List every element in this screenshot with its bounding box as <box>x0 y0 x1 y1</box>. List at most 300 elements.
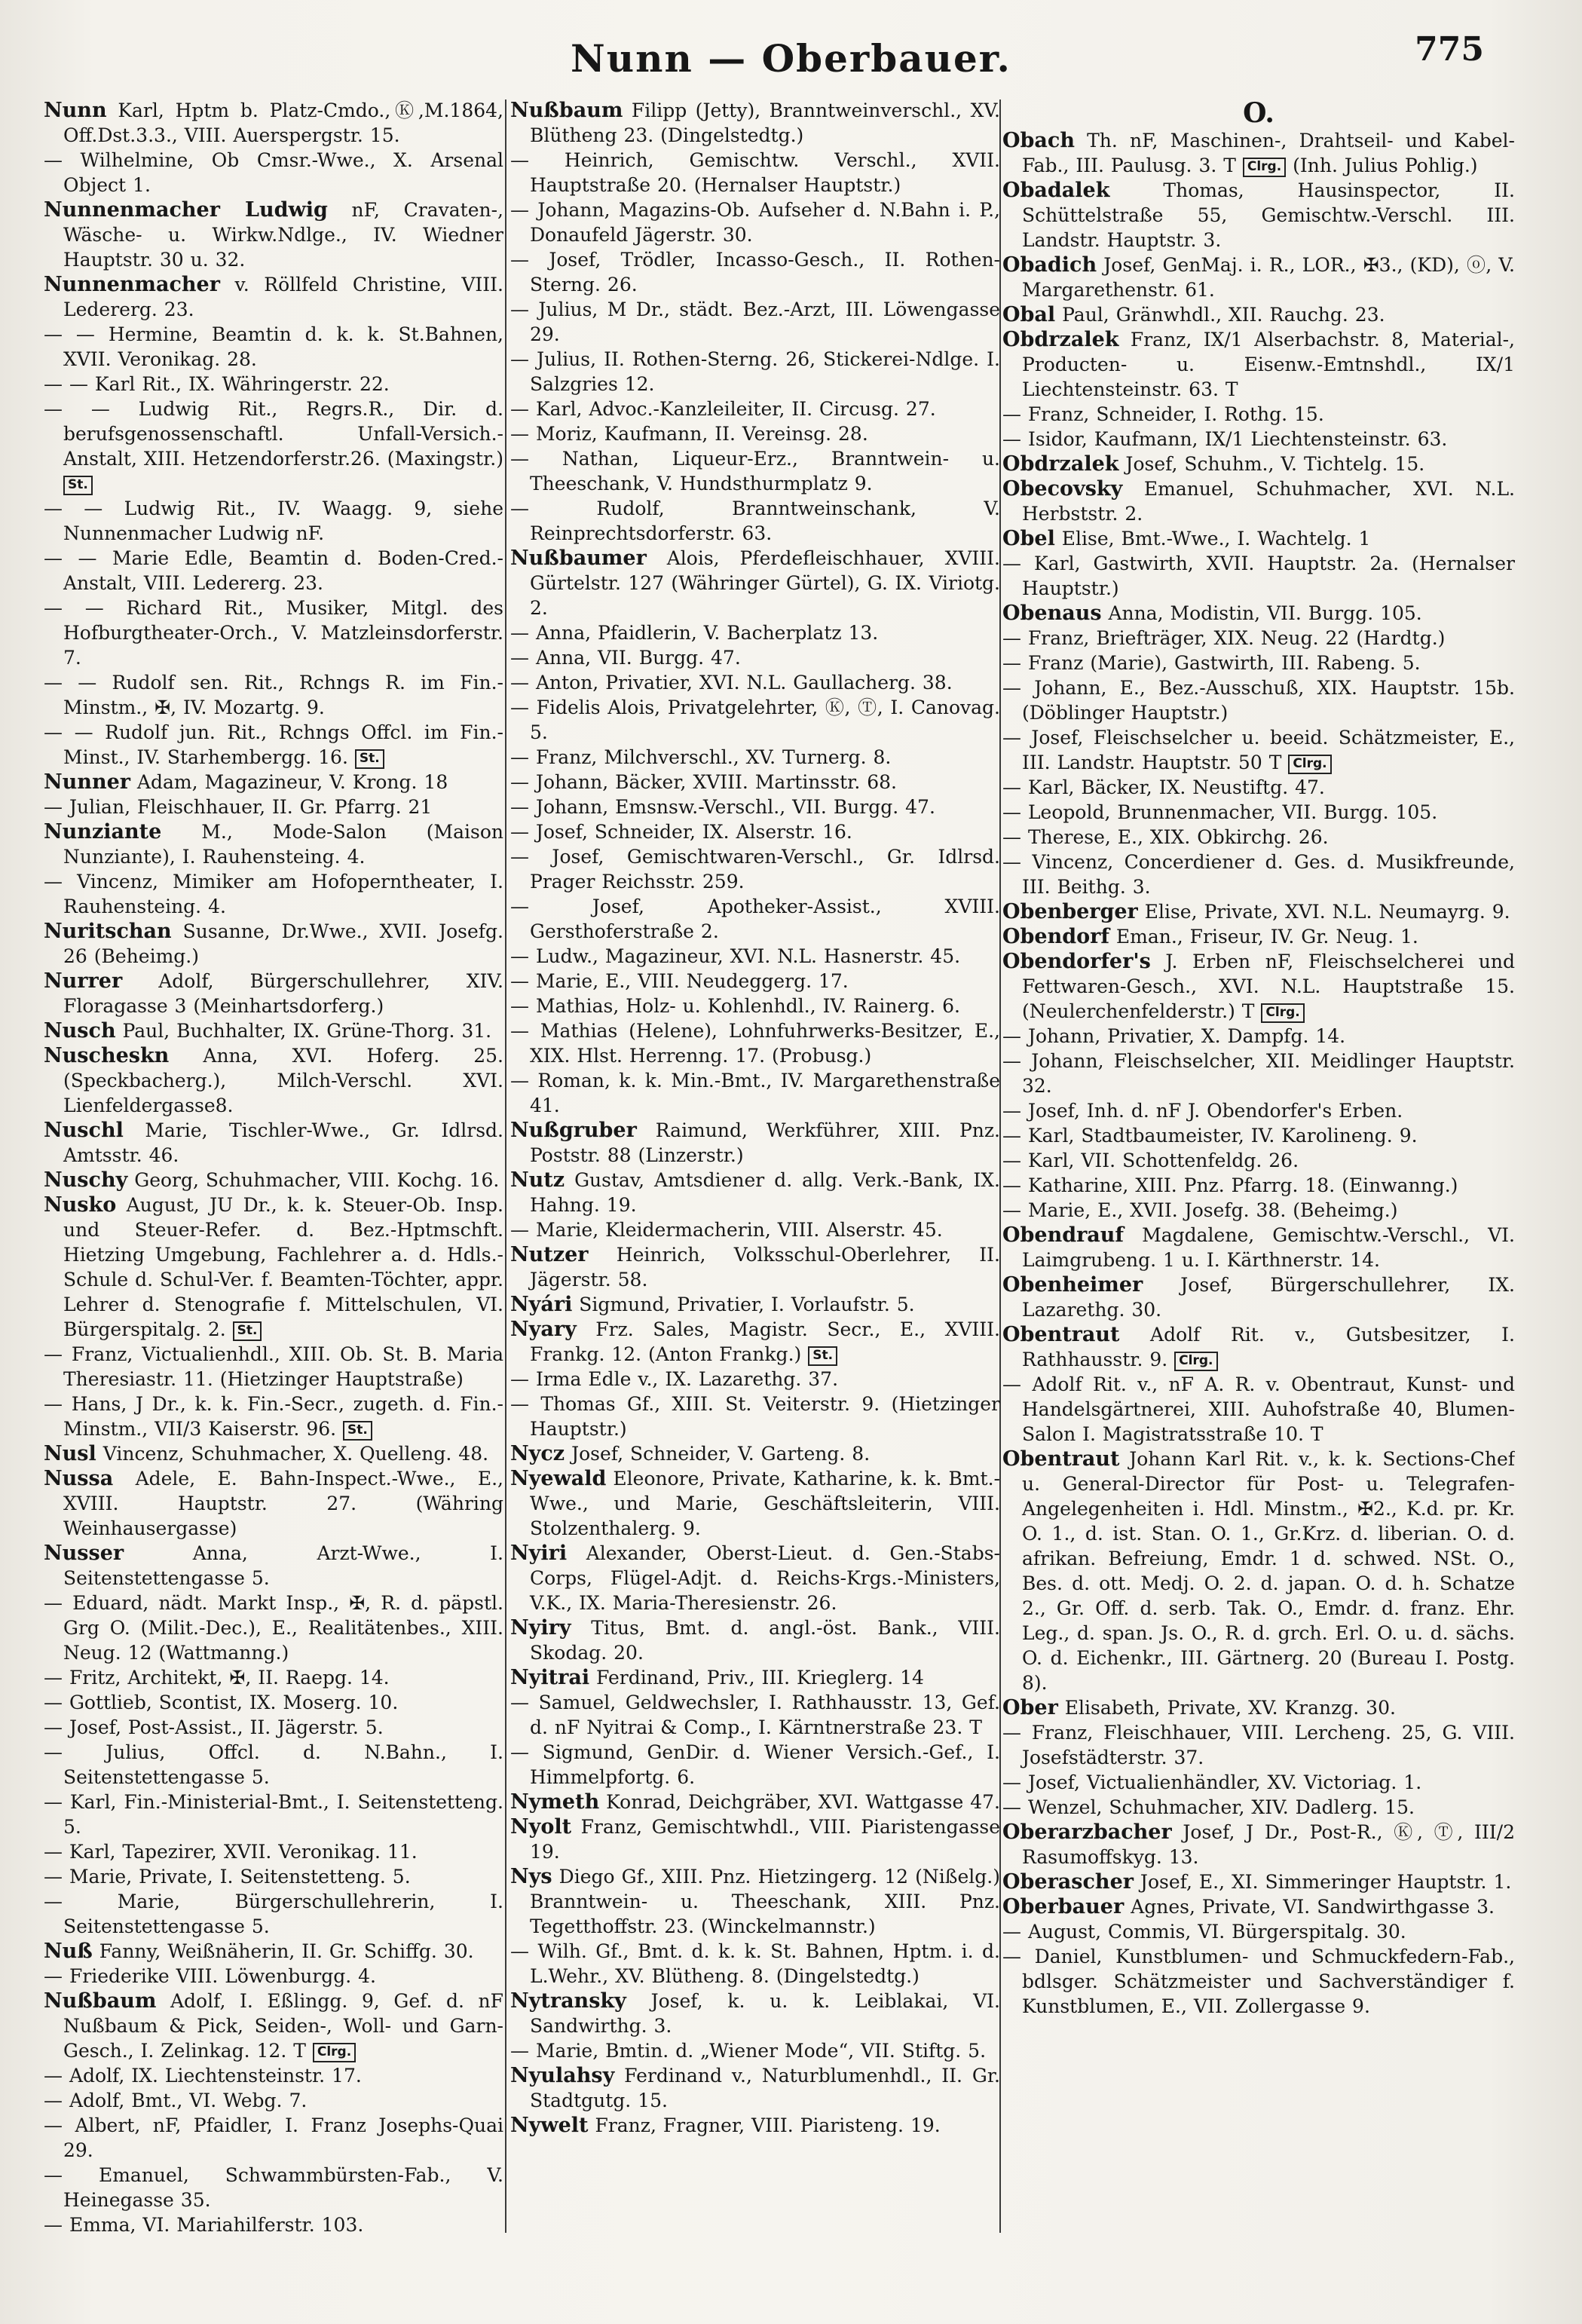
page-number: 775 <box>1415 30 1484 69</box>
directory-entry <box>510 1989 1000 2038</box>
directory-entry <box>44 919 503 969</box>
entry-text: Elise, Private, XVI. N.L. Neumayrg. 9. <box>1137 901 1510 923</box>
entry-surname: Nutzer <box>510 1243 589 1266</box>
entry-text: — Josef, Inh. d. nF J. Obendorfer's Erben. <box>1002 1100 1403 1122</box>
directory-entry <box>1002 1049 1515 1098</box>
directory-entry <box>510 1242 1000 1292</box>
entry-surname: Nuscheskn <box>44 1044 170 1067</box>
directory-entry <box>44 720 503 770</box>
registry-badge: Clrg. <box>1288 755 1331 774</box>
directory-entry <box>510 1367 1000 1392</box>
entry-text: — — Hermine, Beamtin d. k. k. St.Bahnen, XVII. Veronikag. 28. <box>44 323 503 370</box>
directory-entry <box>1002 1447 1515 1695</box>
entry-text: Eman., Friseur, IV. Gr. Neug. 1. <box>1109 926 1418 948</box>
entry-text: — Franz, Schneider, I. Rothg. 15. <box>1002 403 1324 425</box>
directory-entry <box>510 1217 1000 1242</box>
directory-entry <box>1002 899 1515 924</box>
registry-badge: St. <box>63 476 93 495</box>
registry-badge: Clrg. <box>313 2043 356 2062</box>
directory-entry <box>510 1541 1000 1615</box>
entry-surname: Nurrer <box>44 969 123 993</box>
entry-text: — Anna, Pfaidlerin, V. Bacherplatz 13. <box>510 622 879 644</box>
directory-entry <box>510 2113 1000 2138</box>
directory-entry <box>1002 949 1515 1024</box>
entry-text: Konrad, Deichgräber, XVI. Wattgasse 47. <box>599 1791 1000 1813</box>
entry-text: — Marie, Bürgerschullehrerin, I. Seitenstettengasse 5. <box>44 1891 503 1937</box>
directory-entry <box>510 1466 1000 1541</box>
entry-surname: Obdrzalek <box>1002 452 1119 476</box>
entry-text: Ferdinand, Priv., III. Krieglerg. 14 <box>589 1667 924 1689</box>
entry-surname: Nusser <box>44 1542 124 1565</box>
entry-text: — Marie, Private, I. Seitenstetteng. 5. <box>44 1866 411 1888</box>
directory-entry <box>510 1790 1000 1814</box>
entry-text: Josef, GenMaj. i. R., LOR., ✠3., (KD), ⓞ, V. Margarethenstr. 61. <box>1022 254 1515 301</box>
directory-entry <box>1002 452 1515 476</box>
entry-text: — Fritz, Architekt, ✠, II. Raepg. 14. <box>44 1667 390 1689</box>
directory-entry <box>44 1466 503 1541</box>
directory-entry <box>44 546 503 596</box>
directory-entry <box>44 1392 503 1441</box>
entry-text: — Julius, Offcl. d. N.Bahn., I. Seitenstettengasse 5. <box>44 1741 503 1788</box>
directory-entry <box>1002 1223 1515 1272</box>
entry-text-continued: (Inh. Julius Pohlig.) <box>1286 155 1478 176</box>
entry-text: — — Rudolf sen. Rit., Rchngs R. im Fin.-Minstm., ✠, IV. Mozartg. 9. <box>44 672 503 718</box>
page-header <box>0 30 1582 90</box>
directory-entry <box>1002 476 1515 526</box>
entry-text: Ferdinand v., Naturblumenhdl., II. Gr. Stadtgutg. 15. <box>530 2065 1000 2111</box>
entry-surname: Nuschy <box>44 1168 128 1192</box>
entry-text: Raimund, Werkführer, XIII. Pnz. Poststr. 88 (Linzerstr.) <box>530 1119 1000 1166</box>
entry-text: Marie, Tischler-Wwe., Gr. Idlrsd. Amtsstr. 46. <box>63 1119 503 1166</box>
entry-text: — — Richard Rit., Musiker, Mitgl. des Hofburgtheater-Orch., V. Matzleinsdorferstr. 7. <box>44 597 503 669</box>
entry-surname: Obendrauf <box>1002 1223 1125 1247</box>
directory-entry <box>44 272 503 322</box>
entry-text: — Wenzel, Schuhmacher, XIV. Dadlerg. 15. <box>1002 1796 1415 1818</box>
directory-entry <box>1002 1123 1515 1148</box>
directory-entry <box>510 496 1000 546</box>
directory-entry <box>510 1292 1000 1317</box>
directory-entry <box>1002 651 1515 675</box>
directory-entry <box>510 1118 1000 1168</box>
directory-entry <box>510 770 1000 795</box>
entry-text: — Karl, Bäcker, IX. Neustiftg. 47. <box>1002 776 1325 798</box>
column-3 <box>1002 98 1515 2284</box>
directory-entry <box>510 148 1000 197</box>
directory-entry <box>44 322 503 372</box>
directory-entry <box>44 1193 503 1342</box>
entry-text: Josef, k. u. k. Leiblakai, VI. Sandwirthg. 3. <box>530 1990 1000 2037</box>
entry-text: Paul, Gränwhdl., XII. Rauchg. 23. <box>1055 304 1385 326</box>
entry-text: — Josef, Apotheker-Assist., XVIII. Gersthoferstraße 2. <box>510 896 1000 942</box>
directory-entry <box>1002 1795 1515 1820</box>
directory-entry <box>1002 1024 1515 1049</box>
column-rule <box>505 100 506 2233</box>
registry-badge: St. <box>355 749 384 769</box>
entry-surname: Nusch <box>44 1019 116 1043</box>
entry-text: — Mathias, Holz- u. Kohlenhdl., IV. Rainerg. 6. <box>510 995 960 1017</box>
entry-text: Anna, Modistin, VII. Burgg. 105. <box>1101 602 1422 624</box>
entry-surname: Obadich <box>1002 253 1097 277</box>
entry-text: — Adolf, IX. Liechtensteinstr. 17. <box>44 2065 362 2087</box>
registry-badge: St. <box>233 1321 262 1341</box>
entry-text: Franz, Fragner, VIII. Piaristeng. 19. <box>588 2114 941 2136</box>
directory-entry <box>1002 825 1515 850</box>
directory-entry <box>44 1118 503 1168</box>
directory-entry <box>44 1839 503 1864</box>
directory-entry <box>1002 302 1515 327</box>
entry-surname: Nunnenmacher <box>44 273 220 296</box>
directory-entry <box>44 2212 503 2237</box>
directory-entry <box>44 670 503 720</box>
entry-text: Sigmund, Privatier, I. Vorlaufstr. 5. <box>572 1294 915 1315</box>
directory-entry <box>44 1889 503 1939</box>
entry-surname: Nunn <box>44 99 107 122</box>
entry-text: — Franz, Victualienhdl., XIII. Ob. St. B. Maria Theresiastr. 11. (Hietzinger Hauptstraße) <box>44 1343 503 1390</box>
entry-text: — Johann, Fleischselcher, XII. Meidlinger Hauptstr. 32. <box>1002 1050 1515 1097</box>
entry-text: Vincenz, Schuhmacher, X. Quelleng. 48. <box>96 1443 489 1465</box>
entry-surname: Nyári <box>510 1293 573 1316</box>
entry-text: — Vincenz, Mimiker am Hofoperntheater, I. Rauhensteing. 4. <box>44 871 503 917</box>
entry-surname: Nyolt <box>510 1815 572 1839</box>
directory-entry <box>1002 526 1515 551</box>
directory-entry <box>1002 1322 1515 1372</box>
entry-text: Agnes, Private, VI. Sandwirthgasse 3. <box>1124 1896 1495 1918</box>
entry-text: Josef, Schuhm., V. Tichtelg. 15. <box>1118 453 1425 475</box>
entry-text: J. Erben nF, Fleischselcherei und Fettwaren-Gesch., XVI. N.L. Hauptstraße 15. (Neulerchenfelderstr.) T <box>1022 951 1515 1022</box>
entry-surname: Obentraut <box>1002 1323 1120 1346</box>
directory-entry <box>44 2113 503 2163</box>
entry-text: Adolf, I. Eßlingg. 9, Gef. d. nF Nußbaum & Pick, Seiden-, Woll- und Garn-Gesch., I. Zelinkag. 12. T <box>63 1990 503 2062</box>
entry-text: — Fidelis Alois, Privatgelehrter, Ⓚ, Ⓣ, I. Canovag. 5. <box>510 697 1000 743</box>
directory-entry <box>510 819 1000 844</box>
entry-text: — Karl, Advoc.-Kanzleileiter, II. Circusg. 27. <box>510 398 936 420</box>
entry-text: — Gottlieb, Scontist, IX. Moserg. 10. <box>44 1692 399 1713</box>
entry-text: — Anton, Privatier, XVI. N.L. Gaullacherg. 38. <box>510 672 953 694</box>
entry-text: Eleonore, Private, Katharine, k. k. Bmt.-Wwe., und Marie, Geschäftsleiterin, VIII. Stolzenthalerg. 9. <box>530 1468 1000 1539</box>
entry-surname: Nunner <box>44 770 130 794</box>
entry-surname: Nunziante <box>44 820 162 844</box>
entry-surname: Nuschl <box>44 1119 124 1142</box>
entry-text: — Josef, Gemischtwaren-Verschl., Gr. Idlrsd. Prager Reichsstr. 259. <box>510 846 1000 893</box>
registry-badge: St. <box>343 1421 372 1441</box>
directory-entry <box>1002 1173 1515 1198</box>
directory-entry <box>1002 1198 1515 1223</box>
entry-text: Franz, IX/1 Alserbachstr. 8, Material-, Producten- u. Eisenw.-Emtnshdl., IX/1 Liechtensteinstr. 63. T <box>1022 329 1515 400</box>
entry-text: — Josef, Trödler, Incasso-Gesch., II. Rothen-Sterng. 26. <box>510 249 1000 295</box>
directory-entry <box>1002 1919 1515 1944</box>
entry-text: Filipp (Jetty), Branntweinverschl., XV. Blütheng 23. (Dingelstedtg.) <box>530 100 1000 146</box>
entry-text: Adele, E. Bahn-Inspect.-Wwe., E., XVIII. Hauptstr. 27. (Währing Weinhausergasse) <box>63 1468 503 1539</box>
directory-entry <box>1002 1098 1515 1123</box>
column-2 <box>510 98 1000 2284</box>
entry-text: — Julian, Fleischhauer, II. Gr. Pfarrg. 21 <box>44 796 433 818</box>
entry-surname: Oberbauer <box>1002 1895 1125 1918</box>
entry-text: — Franz, Briefträger, XIX. Neug. 22 (Hardtg.) <box>1002 627 1446 649</box>
entry-text: Th. nF, Maschinen-, Drahtseil- und Kabel-Fab., III. Paulusg. 3. T <box>1022 130 1515 176</box>
entry-text: Thomas, Hausinspector, II. Schüttelstraße 55, Gemischtw.-Verschl. III. Landstr. Hauptstr. 3. <box>1022 179 1515 251</box>
entry-surname: Nuß <box>44 1940 93 1963</box>
entry-text: — Karl, Fin.-Ministerial-Bmt., I. Seitenstetteng. 5. <box>44 1791 503 1838</box>
directory-entry <box>44 795 503 819</box>
entry-surname: Nyiri <box>510 1542 568 1565</box>
entry-text: — Roman, k. k. Min.-Bmt., IV. Margarethenstraße 41. <box>510 1070 1000 1116</box>
entry-text: Heinrich, Volksschul-Oberlehrer, II. Jägerstr. 58. <box>530 1244 1000 1291</box>
directory-entry <box>510 1615 1000 1665</box>
entry-text: — Johann, Magazins-Ob. Aufseher d. N.Bahn i. P., Donaufeld Jägerstr. 30. <box>510 199 1000 246</box>
entry-surname: Nytransky <box>510 1989 626 2013</box>
directory-entry <box>510 1068 1000 1118</box>
directory-entry <box>510 2038 1000 2063</box>
entry-text: — Katharine, XIII. Pnz. Pfarrg. 18. (Einwanng.) <box>1002 1174 1458 1196</box>
directory-entry <box>1002 675 1515 725</box>
column-1 <box>44 98 503 2284</box>
directory-entry <box>510 620 1000 645</box>
directory-entry <box>44 1715 503 1740</box>
entry-text: — Josef, Fleischselcher u. beeid. Schätzmeister, E., III. Landstr. Hauptstr. 50 T <box>1002 727 1515 773</box>
entry-text: — Karl, Gastwirth, XVII. Hauptstr. 2a. (Hernalser Hauptstr.) <box>1002 553 1515 599</box>
entry-surname: Nys <box>510 1865 552 1888</box>
entry-surname: Obenaus <box>1002 602 1102 625</box>
entry-text: — August, Commis, VI. Bürgerspitalg. 30. <box>1002 1921 1406 1943</box>
entry-surname: Obecovsky <box>1002 477 1123 501</box>
directory-entry <box>44 770 503 795</box>
directory-entry <box>44 372 503 397</box>
directory-entry <box>1002 427 1515 452</box>
entry-surname: Nußbaum <box>510 99 623 122</box>
entry-text: — Moriz, Kaufmann, II. Vereinsg. 28. <box>510 423 868 445</box>
directory-entry <box>1002 1272 1515 1322</box>
entry-text: v. Röllfeld Christine, VIII. Ledererg. 23. <box>63 274 503 320</box>
entry-surname: Nusko <box>44 1193 117 1217</box>
entry-surname: Nutz <box>510 1168 565 1192</box>
directory-entry <box>1002 924 1515 949</box>
entry-text: Frz. Sales, Magistr. Secr., E., XVIII. Frankg. 12. (Anton Frankg.) <box>530 1318 1000 1365</box>
entry-text: Diego Gf., XIII. Pnz. Hietzingerg. 12 (Nißelg.) Branntwein- u. Theeschank, XIII. Pnz. Tegetthoffstr. 23. (Winckelmannstr.) <box>530 1866 1000 1937</box>
directory-entry <box>44 1939 503 1964</box>
entry-text: Gustav, Amtsdiener d. allg. Verk.-Bank, IX. Hahng. 19. <box>530 1169 1000 1216</box>
entry-text: — Karl, Tapezirer, XVII. Veronikag. 11. <box>44 1841 418 1863</box>
entry-text: Susanne, Dr.Wwe., XVII. Josefg. 26 (Beheimg.) <box>63 920 503 967</box>
entry-text: — Marie, E., VIII. Neudeggerg. 17. <box>510 970 849 992</box>
entry-text: — — Ludwig Rit., IV. Waagg. 9, siehe Nunnenmacher Ludwig nF. <box>44 498 503 544</box>
entry-text: Josef, E., XI. Simmeringer Hauptstr. 1. <box>1133 1871 1512 1893</box>
directory-entry <box>44 869 503 919</box>
entry-text: — Rudolf, Branntweinschank, V. Reinprechtsdorferstr. 63. <box>510 498 1000 544</box>
entry-text: M., Mode-Salon (Maison Nunziante), I. Rauhensteing. 4. <box>63 821 503 868</box>
entry-text: — Johann, Bäcker, XVIII. Martinsstr. 68. <box>510 771 897 793</box>
entry-text: — Franz, Fleischhauer, VIII. Lercheng. 25, G. VIII. Josefstädterstr. 37. <box>1002 1722 1515 1768</box>
registry-badge: Clrg. <box>1261 1003 1304 1023</box>
directory-entry <box>44 397 503 496</box>
entry-text: — Julius, II. Rothen-Sterng. 26, Stickerei-Ndlge. I. Salzgries 12. <box>510 348 1000 395</box>
directory-entry <box>1002 178 1515 253</box>
entry-text: Franz, Gemischtwhdl., VIII. Piaristengasse 19. <box>530 1816 1000 1863</box>
entry-text: — Eduard, nädt. Markt Insp., ✠, R. d. päpstl. Grg O. (Milit.-Dec.), E., Realitätenbes., XIII. Neug. 12 (Wattmanng.) <box>44 1592 503 1664</box>
entry-text: Josef, Schneider, V. Garteng. 8. <box>565 1443 871 1465</box>
entry-text: — Adolf, Bmt., VI. Webg. 7. <box>44 2090 308 2111</box>
directory-entry <box>44 1964 503 1989</box>
entry-surname: Nywelt <box>510 2114 589 2137</box>
entry-surname: Obal <box>1002 303 1056 326</box>
directory-entry <box>44 2088 503 2113</box>
entry-surname: Obach <box>1002 129 1075 152</box>
directory-entry <box>44 819 503 869</box>
entry-surname: Obendorf <box>1002 925 1109 948</box>
entry-text: — Vincenz, Concerdiener d. Ges. d. Musikfreunde, III. Beithg. 3. <box>1002 851 1515 898</box>
entry-text: — Adolf Rit. v., nF A. R. v. Obentraut, Kunst- und Handelsgärtnerei, XIII. Auhofstraße 40, Blumen-Salon I. Magistratsstraße 10. T <box>1002 1373 1515 1445</box>
entry-text: — Albert, nF, Pfaidler, I. Franz Josephs-Quai 29. <box>44 2114 503 2161</box>
entry-text: — Marie, Kleidermacherin, VIII. Alserstr. 45. <box>510 1219 943 1241</box>
directory-entry <box>1002 800 1515 825</box>
directory-entry <box>510 645 1000 670</box>
directory-entry <box>1002 626 1515 651</box>
entry-text: Alois, Pferdefleischhauer, XVIII. Gürtelstr. 127 (Währinger Gürtel), G. IX. Viriotg. 2. <box>530 547 1000 619</box>
directory-entry <box>1002 1720 1515 1770</box>
directory-entry <box>1002 327 1515 402</box>
entry-surname: Nyitrai <box>510 1666 590 1689</box>
entry-surname: Nuritschan <box>44 920 172 943</box>
entry-surname: Nyary <box>510 1318 577 1341</box>
entry-text: — Emma, VI. Mariahilferstr. 103. <box>44 2214 364 2236</box>
directory-entry <box>510 1864 1000 1939</box>
directory-entry <box>1002 1820 1515 1869</box>
directory-entry <box>510 969 1000 994</box>
directory-entry <box>510 994 1000 1018</box>
directory-entry <box>510 894 1000 944</box>
directory-entry <box>510 446 1000 496</box>
running-head: Nunn — Oberbauer. <box>571 36 1011 81</box>
entry-text: — Sigmund, GenDir. d. Wiener Versich.-Gef., I. Himmelpfortg. 6. <box>510 1741 1000 1788</box>
entry-surname: Nussa <box>44 1467 114 1490</box>
registry-badge: Clrg. <box>1243 158 1286 177</box>
entry-surname: Nußgruber <box>510 1119 637 1142</box>
directory-entry <box>1002 1869 1515 1894</box>
entry-text: — Heinrich, Gemischtw. Verschl., XVII. Hauptstraße 20. (Hernalser Hauptstr.) <box>510 149 1000 196</box>
entry-text: — Mathias (Helene), Lohnfuhrwerks-Besitzer, E., XIX. Hlst. Herrenng. 17. (Probusg.) <box>510 1020 1000 1067</box>
entry-text: — Johann, E., Bez.-Ausschuß, XIX. Hauptstr. 15b. (Döblinger Hauptstr.) <box>1002 677 1515 724</box>
directory-entry <box>510 695 1000 745</box>
registry-badge: Clrg. <box>1174 1352 1217 1371</box>
entry-surname: Obadalek <box>1002 179 1110 202</box>
entry-surname: Nymeth <box>510 1790 600 1814</box>
directory-entry <box>44 1018 503 1043</box>
entry-text: Magdalene, Gemischtw.-Verschl., VI. Laimgrubeng. 1 u. I. Kärthnerstr. 14. <box>1022 1224 1515 1271</box>
entry-text: — Josef, Post-Assist., II. Jägerstr. 5. <box>44 1716 384 1738</box>
entry-surname: Nyewald <box>510 1467 607 1490</box>
entry-surname: Nyulahsy <box>510 2064 615 2087</box>
directory-entry <box>510 421 1000 446</box>
entry-text: August, JU Dr., k. k. Steuer-Ob. Insp. und Steuer-Refer. d. Bez.-Hptmschft. Hietzing Umgebung, Fachlehrer a. d. Hdls.-Schule d. Schul-Ver. f. Beamten-Töchter, appr. Lehrer d. Stenografie f. Mittelschulen, VI. Bürgerspitalg. 2. <box>63 1194 503 1340</box>
directory-entry <box>510 98 1000 148</box>
entry-surname: Obendorfer's <box>1002 950 1151 973</box>
entry-text: nF, Cravaten-, Wäsche- u. Wirkw.Ndlge., IV. Wiedner Hauptstr. 30 u. 32. <box>63 199 503 271</box>
entry-surname: Oberascher <box>1002 1870 1134 1894</box>
entry-surname: Obenheimer <box>1002 1273 1143 1297</box>
directory-entry <box>510 670 1000 695</box>
directory-entry <box>1002 775 1515 800</box>
entry-text: — Marie, E., XVII. Josefg. 38. (Beheimg.) <box>1002 1199 1398 1221</box>
entry-text: Titus, Bmt. d. angl.-öst. Bank., VIII. Skodag. 20. <box>530 1617 1000 1664</box>
directory-entry <box>44 1591 503 1665</box>
entry-text: Emanuel, Schuhmacher, XVI. N.L. Herbststr. 2. <box>1022 478 1515 525</box>
directory-entry <box>510 347 1000 397</box>
entry-text: — Hans, J Dr., k. k. Fin.-Secr., zugeth. d. Fin.-Minstm., VII/3 Kaiserstr. 96. <box>44 1393 503 1440</box>
directory-entry <box>1002 1770 1515 1795</box>
entry-text: — Emanuel, Schwammbürsten-Fab., V. Heinegasse 35. <box>44 2164 503 2211</box>
directory-entry <box>510 1168 1000 1217</box>
directory-entry <box>44 1690 503 1715</box>
directory-entry <box>44 197 503 272</box>
entry-surname: Obdrzalek <box>1002 328 1119 351</box>
entry-text: — Samuel, Geldwechsler, I. Rathhausstr. 13, Gef. d. nF Nyitrai & Comp., I. Kärntnerstraße 23. T <box>510 1692 1000 1738</box>
entry-text: — Franz (Marie), Gastwirth, III. Rabeng. 5. <box>1002 652 1421 674</box>
entry-text: Elise, Bmt.-Wwe., I. Wachtelg. 1 <box>1054 528 1371 550</box>
entry-text: Josef, Bürgerschullehrer, IX. Lazarethg. 30. <box>1022 1274 1515 1321</box>
entry-text: — Nathan, Liqueur-Erz., Branntwein- u. Theeschank, V. Hundsthurmplatz 9. <box>510 448 1000 495</box>
entry-text: — Thomas Gf., XIII. St. Veiterstr. 9. (Hietzinger Hauptstr.) <box>510 1393 1000 1440</box>
directory-entry <box>1002 1944 1515 2019</box>
directory-entry <box>44 1665 503 1690</box>
entry-text: Johann Karl Rit. v., k. k. Sections-Chef u. General-Director für Post- u. Telegrafen-Angelegenheiten i. Hdl. Minstm., ✠2., K.d. pr. Kr. O. 1., d. ist. Stan. O. 1., Gr.Krz. d. liberian. O. d. afrikan. Befreiung, Emdr. 1 d. schwed. NSt. O., Bes. d. ott. Medj. O. 2. d. japan. O. d. h. Schatze 2., Gr. Off. d. serb. Tak. O., Emdr. d. franz. Ehr. Leg., d. span. Js. O., R. d. grch. Erl. O. u. d. sächs. O. d. Eichenkr., III. Gärtnerg. 20 (Bureau I. Postg. 8). <box>1022 1448 1515 1694</box>
directory-entry <box>510 1441 1000 1466</box>
entry-text: — Isidor, Kaufmann, IX/1 Liechtensteinstr. 63. <box>1002 428 1448 450</box>
entry-text: Anna, Arzt-Wwe., I. Seitenstettengasse 5. <box>63 1542 503 1589</box>
directory-entry <box>44 1441 503 1466</box>
directory-entry <box>510 247 1000 297</box>
entry-text: — — Ludwig Rit., Regrs.R., Dir. d. berufsgenossenschaftl. Unfall-Versich.-Anstalt, XIII. Hetzendorferstr.26. (Maxingstr.) <box>44 398 503 470</box>
entry-text: Adam, Magazineur, V. Krong. 18 <box>130 771 448 793</box>
entry-text: — Irma Edle v., IX. Lazarethg. 37. <box>510 1368 839 1390</box>
entry-surname: Nunnenmacher Ludwig <box>44 198 328 222</box>
entry-surname: Oberarzbacher <box>1002 1820 1172 1844</box>
entry-surname: Obel <box>1002 527 1055 550</box>
entry-text: — — Marie Edle, Beamtin d. Boden-Cred.-Anstalt, VIII. Ledererg. 23. <box>44 547 503 594</box>
directory-entry <box>1002 1372 1515 1447</box>
entry-text: — Wilhelmine, Ob Cmsr.-Wwe., X. Arsenal Object 1. <box>44 149 503 196</box>
entry-text: — Marie, Bmtin. d. „Wiener Mode“, VII. Stiftg. 5. <box>510 2040 987 2062</box>
entry-surname: Obentraut <box>1002 1447 1120 1471</box>
entry-text: — — Karl Rit., IX. Währingerstr. 22. <box>44 373 390 395</box>
directory-entry <box>510 1018 1000 1068</box>
directory-entry <box>510 1665 1000 1690</box>
directory-entry <box>44 596 503 670</box>
directory-entry <box>44 1864 503 1889</box>
entry-surname: Nußbaum <box>44 1989 157 2013</box>
entry-surname: Nyiry <box>510 1616 571 1640</box>
directory-entry <box>1002 1148 1515 1173</box>
directory-entry <box>44 969 503 1018</box>
directory-entry <box>1002 1894 1515 1919</box>
directory-entry <box>1002 601 1515 626</box>
entry-text: — Friederike VIII. Löwenburgg. 4. <box>44 1965 376 1987</box>
directory-entry <box>1002 1695 1515 1720</box>
entry-text: — Therese, E., XIX. Obkirchg. 26. <box>1002 826 1329 848</box>
directory-entry <box>44 1541 503 1591</box>
directory-entry <box>44 1740 503 1790</box>
entry-text: — Ludw., Magazineur, XVI. N.L. Hasnerstr. 45. <box>510 945 961 967</box>
directory-entry <box>510 1317 1000 1367</box>
directory-entry <box>510 1740 1000 1790</box>
directory-entry <box>1002 551 1515 601</box>
entry-surname: Obenberger <box>1002 900 1138 923</box>
directory-entry <box>1002 725 1515 775</box>
directory-entry <box>1002 850 1515 899</box>
entry-text: Fanny, Weißnäherin, II. Gr. Schiffg. 30. <box>92 1940 474 1962</box>
entry-text: Alexander, Oberst-Lieut. d. Gen.-Stabs-Corps, Flügel-Adjt. d. Reichs-Krgs.-Ministers, V.K., IX. Maria-Theresienstr. 26. <box>530 1542 1000 1614</box>
directory-entry <box>44 1043 503 1118</box>
entry-text: — Franz, Milchverschl., XV. Turnerg. 8. <box>510 746 892 768</box>
directory-entry <box>44 2063 503 2088</box>
